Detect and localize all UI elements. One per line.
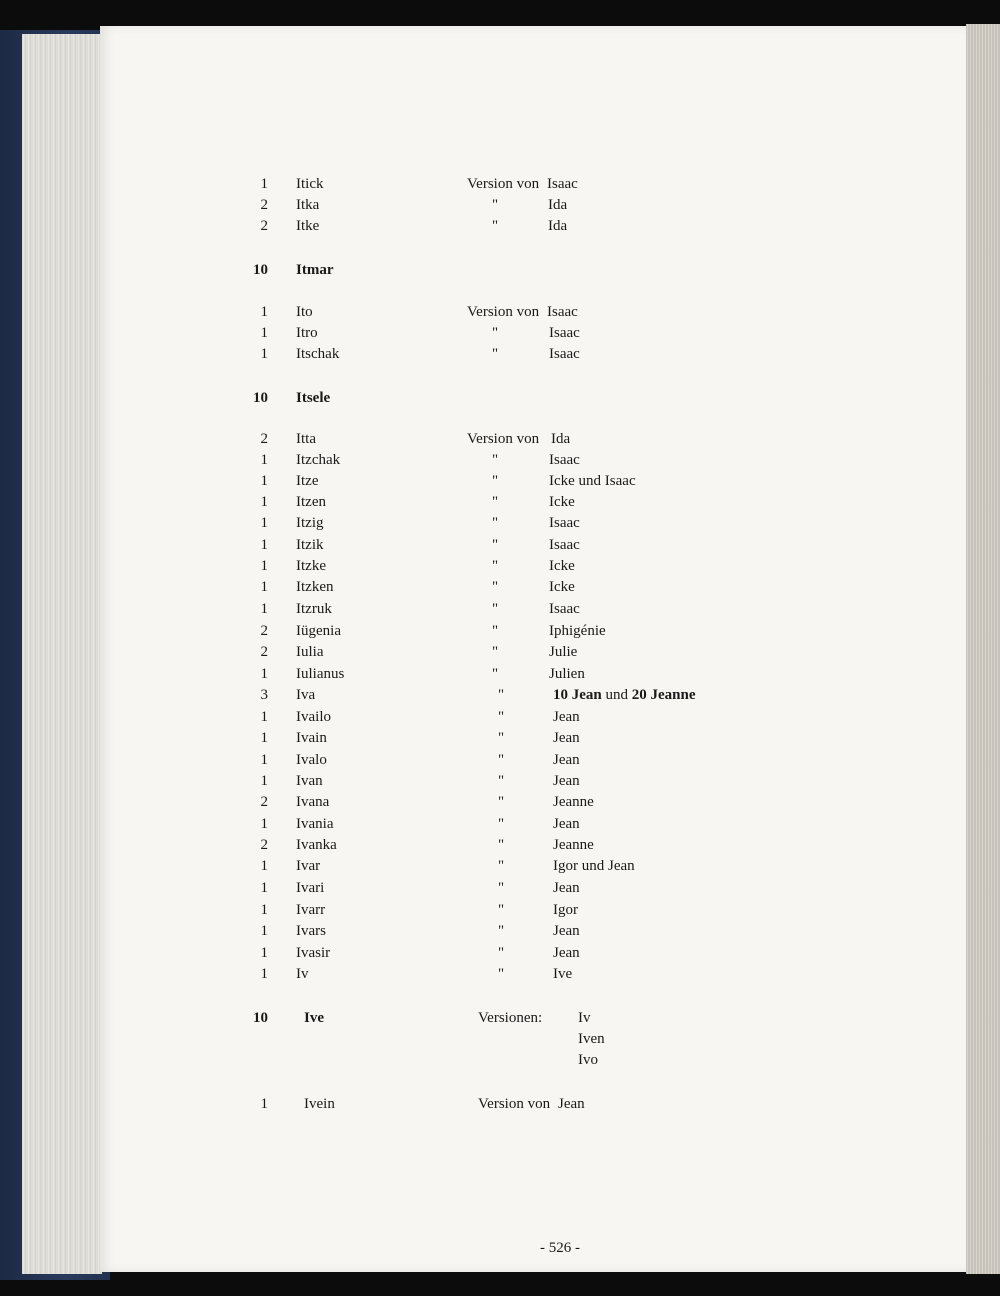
entry-reference: Ida [548,197,568,213]
entry-reference: Ida [548,218,568,234]
entry-relation: " [492,346,499,362]
entry-name: Ito [296,304,313,320]
entry-count: 1 [260,902,268,918]
entry-count: 1 [260,494,268,510]
entry-reference: Jeanne [553,837,594,853]
entry-reference: Isaac [547,304,578,320]
entry-count: 2 [260,837,268,853]
entry-reference: Icke [549,579,575,595]
entry-name: Itta [296,431,316,447]
entry-name: Ivasir [296,945,331,961]
entry-name: Ivanka [296,837,337,853]
entry-name: Itzig [296,515,324,531]
entry-name: Itzke [296,558,326,574]
entry-reference: Icke und Isaac [549,473,636,489]
entry-name: Ivar [296,858,321,874]
entry-relation: " [498,773,505,789]
entry-name: Iv [296,966,309,982]
entry-name: Iügenia [296,623,341,639]
entry-name: Itzken [296,579,334,595]
entry-relation: " [498,730,505,746]
entry-relation: Versionen: [478,1010,543,1026]
page [100,26,968,1272]
entry-relation: Version von [467,431,540,447]
entry-count: 1 [260,558,268,574]
entry-name: Itke [296,218,320,234]
entry-reference: Jean [553,816,580,832]
entry-relation: " [498,858,505,874]
entry-reference: Isaac [549,452,580,468]
entry-count: 1 [260,473,268,489]
entry-name: Itsele [296,390,331,406]
entry-count: 2 [260,623,268,639]
entry-count: 2 [260,644,268,660]
entry-relation: " [498,837,505,853]
entry-count: 3 [260,687,268,703]
entry-name: Iva [296,687,316,703]
entry-count: 2 [260,431,268,447]
entry-reference: Jean [558,1096,585,1112]
entry-reference: Isaac [549,601,580,617]
entry-name: Itka [296,197,320,213]
entry-count: 1 [260,176,268,192]
entry-relation: " [492,601,499,617]
entry-reference: Jeanne [553,794,594,810]
entry-name: Itmar [296,262,334,278]
entry-count: 1 [260,537,268,553]
entry-count: 10 [253,262,268,278]
entry-count: 1 [260,666,268,682]
entry-reference: Igor und Jean [553,858,635,874]
entry-relation: " [498,880,505,896]
entry-reference [553,686,696,704]
entry-count: 1 [260,709,268,725]
entry-relation: " [492,197,499,213]
entry-count: 10 [253,1010,268,1026]
entry-name: Ivain [296,730,327,746]
entry-count: 1 [260,923,268,939]
entry-count: 1 [260,858,268,874]
entry-reference: Isaac [549,537,580,553]
entry-reference: Igor [553,902,578,918]
entry-count: 1 [260,773,268,789]
entry-reference: Ivo [578,1052,598,1068]
entry-name: Ivailo [296,709,331,725]
entry-count: 1 [260,816,268,832]
entry-name: Ivana [296,794,330,810]
entry-reference: Jean [553,923,580,939]
entry-reference: Julie [549,644,578,660]
entry-relation: " [492,537,499,553]
entry-reference: Jean [553,709,580,725]
entry-name: Itro [296,325,318,341]
entry-count: 2 [260,794,268,810]
entry-count: 1 [260,304,268,320]
entry-name: Iulianus [296,666,345,682]
entry-relation: " [498,923,505,939]
entry-relation: " [498,945,505,961]
entry-relation: " [498,794,505,810]
entry-reference: Iven [578,1031,605,1047]
entry-relation: Version von [467,304,540,320]
entry-name: Itzik [296,537,324,553]
entry-name: Iulia [296,644,324,660]
entry-reference: Jean [553,945,580,961]
entry-name: Ivania [296,816,334,832]
entry-name: Itzchak [296,452,341,468]
entry-name: Itick [296,176,324,192]
entry-count: 1 [260,346,268,362]
entry-relation: " [492,473,499,489]
entry-name: Ivein [304,1096,335,1112]
entry-relation: " [492,515,499,531]
entry-reference: Ive [553,966,573,982]
entry-reference: Iv [578,1010,591,1026]
entry-reference: Icke [549,494,575,510]
entry-name: Itzen [296,494,326,510]
page-number: - 526 - [540,1240,580,1256]
entry-name: Ivalo [296,752,327,768]
entry-reference: Jean [553,773,580,789]
entry-name: Ivan [296,773,323,789]
entry-name: Itschak [296,346,340,362]
entry-relation: Version von [478,1096,551,1112]
entry-count: 2 [260,218,268,234]
entry-reference: Ida [551,431,571,447]
entry-relation: " [492,218,499,234]
entry-reference-part: 10 Jean [553,687,602,703]
entry-reference: Jean [553,880,580,896]
entry-count: 2 [260,197,268,213]
entry-relation: " [492,644,499,660]
entry-reference: Isaac [549,325,580,341]
entry-name: Itze [296,473,319,489]
entry-reference: Jean [553,730,580,746]
entry-relation: " [492,325,499,341]
entry-relation: " [492,623,499,639]
entry-reference-part: 20 Jeanne [631,687,696,703]
entry-relation: Version von [467,176,540,192]
entry-count: 1 [260,515,268,531]
entry-count: 1 [260,966,268,982]
entry-relation: " [498,752,505,768]
entry-count: 1 [260,945,268,961]
entry-name: Itzruk [296,601,332,617]
entry-relation: " [492,494,499,510]
entry-count: 1 [260,579,268,595]
entry-count: 10 [253,390,268,406]
entry-reference: Iphigénie [549,623,606,639]
entry-relation: " [498,902,505,918]
entry-reference: Isaac [549,515,580,531]
entry-name: Ivari [296,880,325,896]
entry-count: 1 [260,452,268,468]
entry-reference: Isaac [549,346,580,362]
entry-name: Ivarr [296,902,326,918]
entry-reference: Isaac [547,176,578,192]
entry-relation: " [492,452,499,468]
entry-reference: Jean [553,752,580,768]
page-stack-left [22,34,102,1274]
entry-reference-conjunction: und [601,687,632,703]
entry-count: 1 [260,1096,268,1112]
entry-relation: " [498,709,505,725]
entry-relation: " [498,687,505,703]
entry-count: 1 [260,325,268,341]
entry-relation: " [492,666,499,682]
entry-count: 1 [260,752,268,768]
entry-relation: " [492,579,499,595]
entry-name: Ivars [296,923,326,939]
entry-name: Ive [304,1010,324,1026]
entry-reference: Icke [549,558,575,574]
entry-count: 1 [260,880,268,896]
entry-count: 1 [260,730,268,746]
entry-relation: " [498,966,505,982]
entry-relation: " [498,816,505,832]
page-stack-right [966,24,1000,1274]
entry-reference: Julien [549,666,585,682]
entry-relation: " [492,558,499,574]
entry-count: 1 [260,601,268,617]
